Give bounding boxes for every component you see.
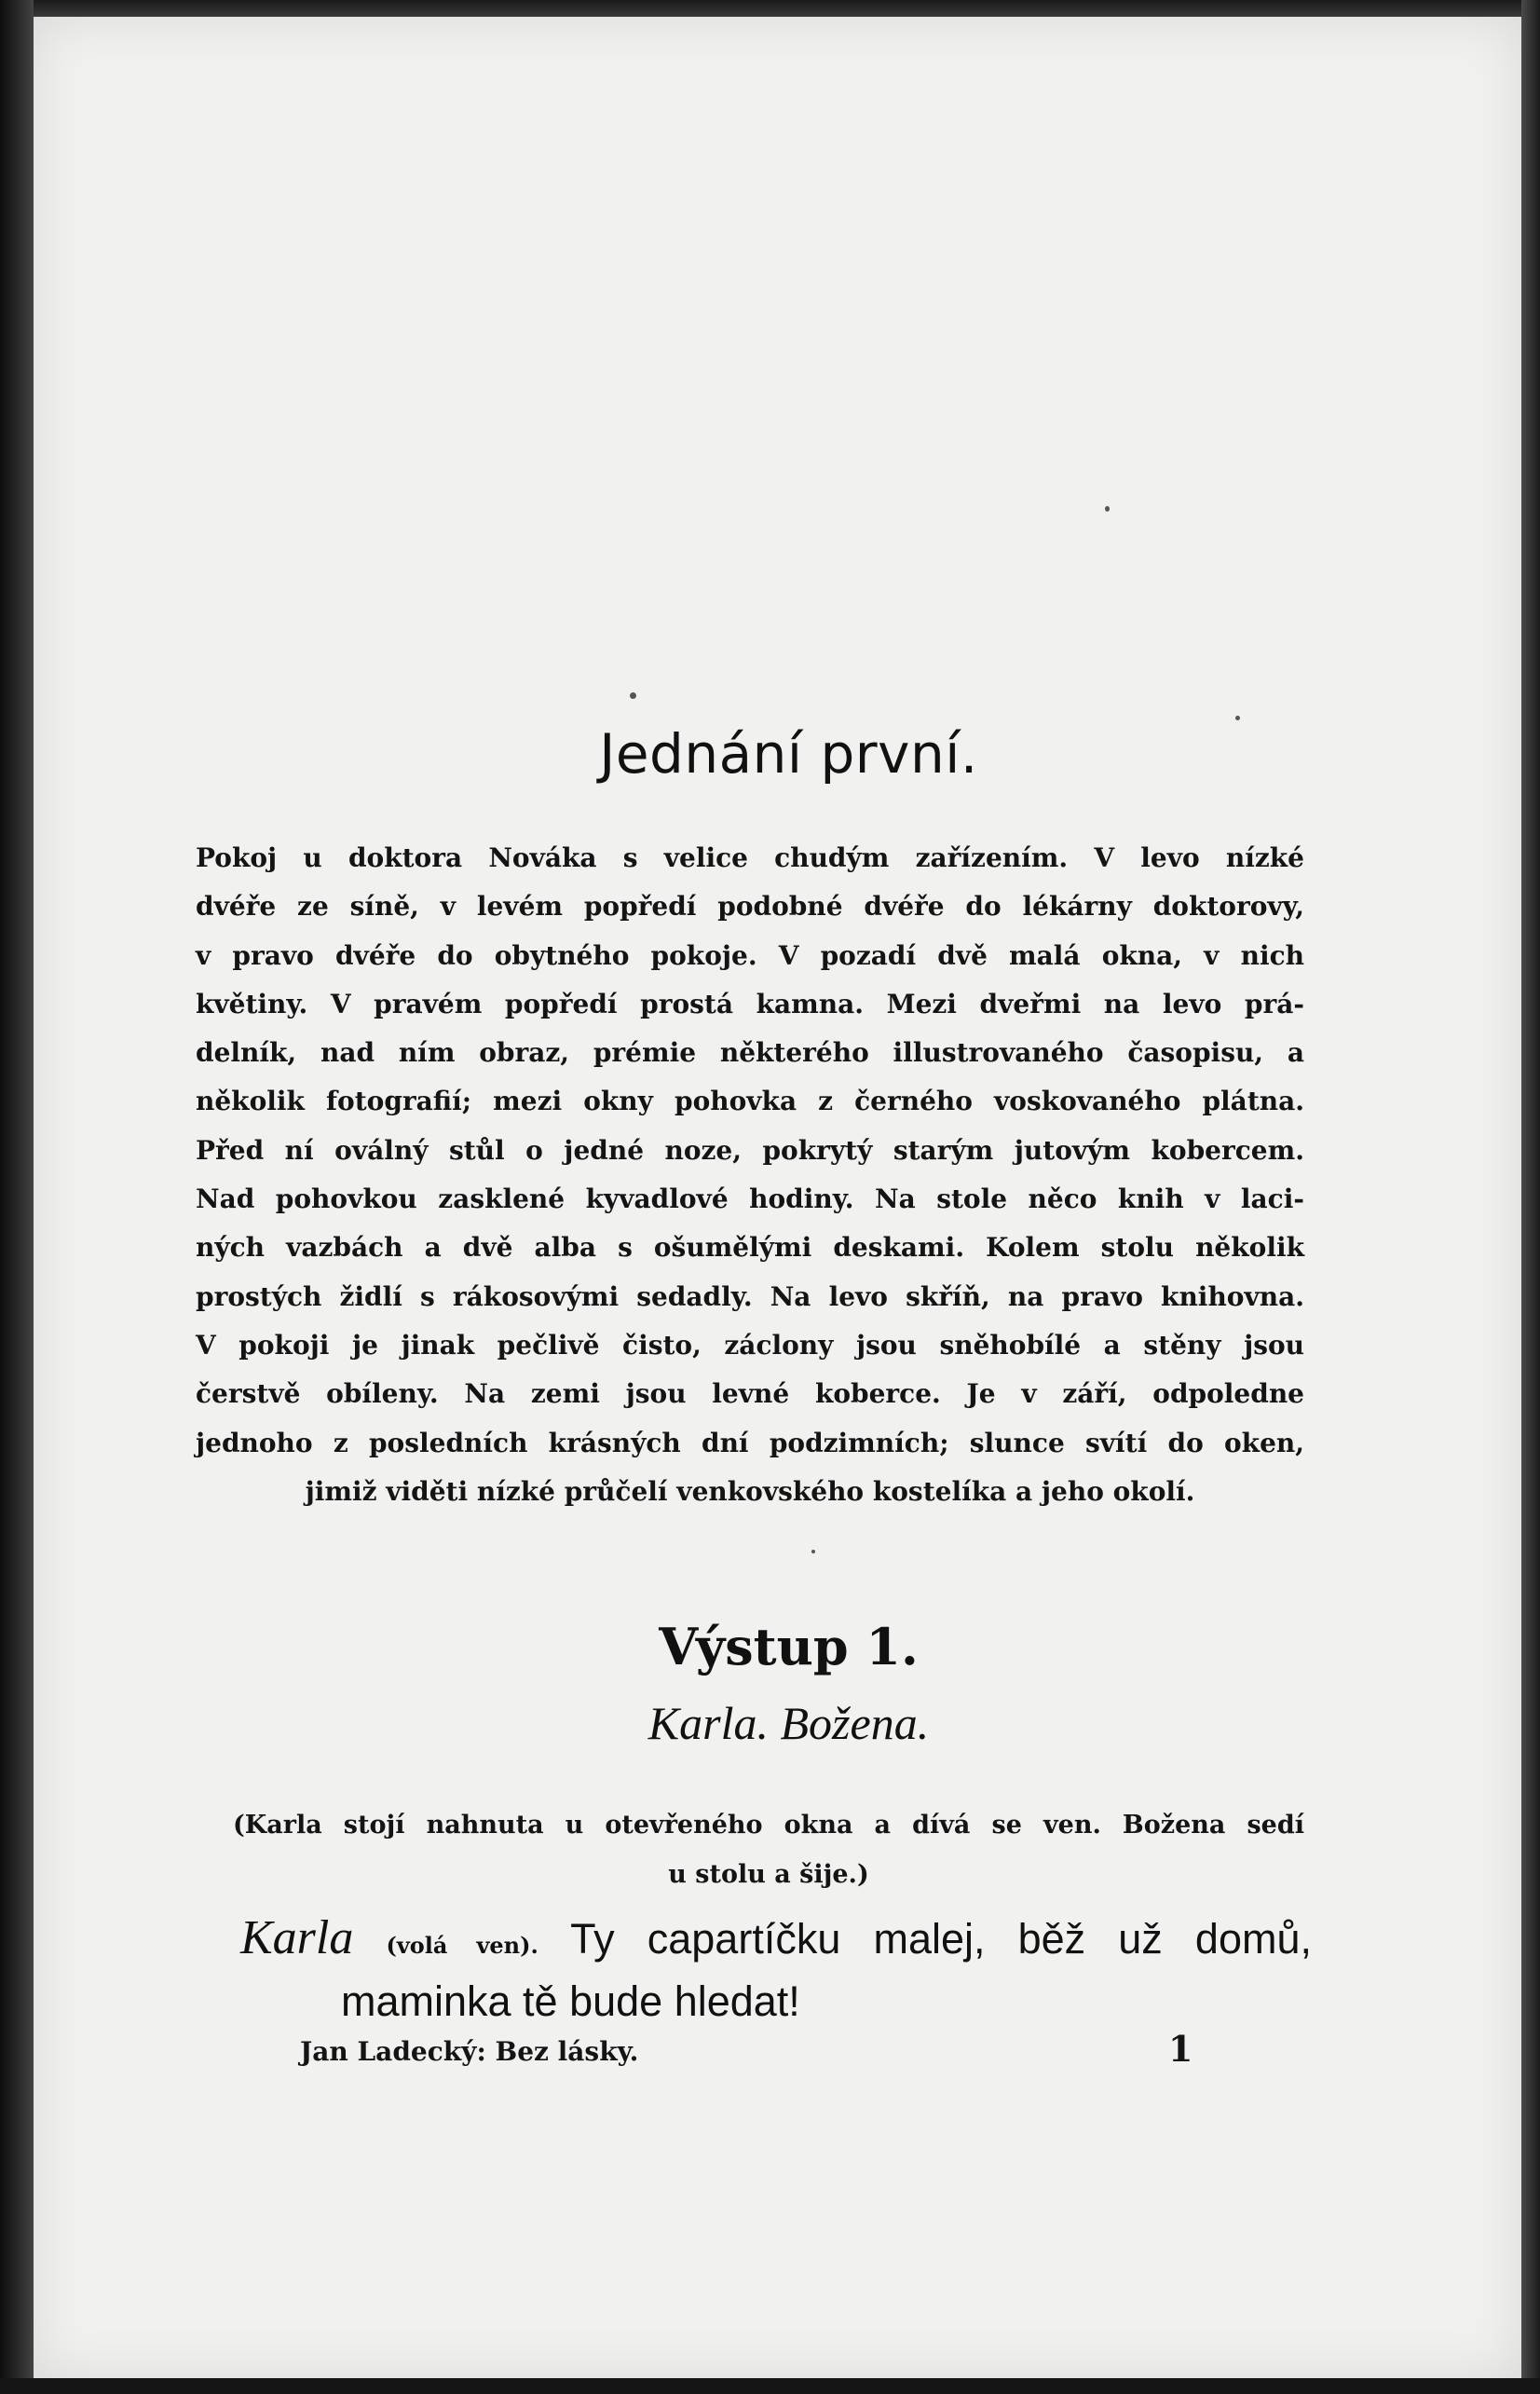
scan-top-edge — [0, 0, 1540, 17]
scan-speck — [1105, 506, 1110, 512]
scan-speck — [630, 692, 636, 699]
scene-title: Výstup 1. — [659, 1617, 919, 1676]
act-heading: Jednání první. — [599, 722, 978, 786]
scan-speck — [811, 1550, 815, 1553]
stage-direction-line: několik fotografií; mezi okny pohovka z černého voskovaného plátna. — [196, 1086, 1304, 1117]
stage-direction-line: Pokoj u doktora Nováka s velice chudým zařízením. V levo nízké — [196, 842, 1304, 873]
stage-direction-line: květiny. V pravém popředí prostá kamna. Mezi dveřmi na levo prá- — [196, 988, 1304, 1019]
stage-direction-line: jimiž viděti nízké průčelí venkovského kostelíka a jeho okolí. — [305, 1475, 1195, 1507]
footer-author-title: Jan Ladecký: Bez lásky. — [300, 2036, 639, 2067]
scan-right-edge — [1521, 0, 1540, 2394]
dialogue-line-2: maminka tě bude hledat! — [341, 1977, 800, 2025]
stage-direction-line: Před ní oválný stůl o jedné noze, pokrytý starým jutovým kobercem. — [196, 1134, 1304, 1166]
stage-direction-line: prostých židlí s rákosovými sedadly. Na levo skříň, na pravo knihovna. — [196, 1280, 1304, 1312]
scene-direction-line: u stolu a šije.) — [668, 1860, 869, 1889]
stage-direction-line: dvéře ze síně, v levém popředí podobné dvéře do lékárny doktorovy, — [196, 891, 1304, 923]
speaker-aside: (volá ven). — [386, 1932, 538, 1959]
scene-direction-line: (Karla stojí nahnuta u otevřeného okna a dívá se ven. Božena sedí — [233, 1811, 1304, 1840]
dialogue-line-1 — [240, 1910, 1312, 1974]
stage-direction-line: ných vazbách a dvě alba s ošumělými deskami. Kolem stolu několik — [196, 1232, 1304, 1264]
stage-direction-line: Nad pohovkou zasklené kyvadlové hodiny. Na stole něco knih v laci- — [196, 1183, 1304, 1215]
stage-direction-line: V pokoji je jinak pečlivě čisto, záclony jsou sněhobílé a stěny jsou — [196, 1329, 1304, 1361]
stage-direction — [196, 834, 1304, 1516]
dialogue-block — [240, 1910, 1312, 2030]
dialogue-text: Ty capartíčku malej, běž už domů, — [570, 1915, 1312, 1963]
scan-left-edge — [0, 0, 34, 2394]
scan-speck — [1235, 716, 1240, 720]
scene-direction — [233, 1800, 1304, 1899]
scene-characters: Karla. Božena. — [647, 1697, 930, 1749]
signature-mark: 1 — [1168, 2028, 1193, 2070]
stage-direction-line: delník, nad ním obraz, prémie některého illustrovaného časopisu, a — [196, 1037, 1304, 1069]
scan-bottom-edge — [0, 2378, 1540, 2394]
speaker-name: Karla — [240, 1911, 354, 1964]
stage-direction-line: čerstvě obíleny. Na zemi jsou levné koberce. Je v září, odpoledne — [196, 1378, 1304, 1410]
stage-direction-line: jednoho z posledních krásných dní podzimních; slunce svítí do oken, — [196, 1427, 1304, 1458]
stage-direction-line: v pravo dvéře do obytného pokoje. V pozadí dvě malá okna, v nich — [196, 939, 1304, 971]
